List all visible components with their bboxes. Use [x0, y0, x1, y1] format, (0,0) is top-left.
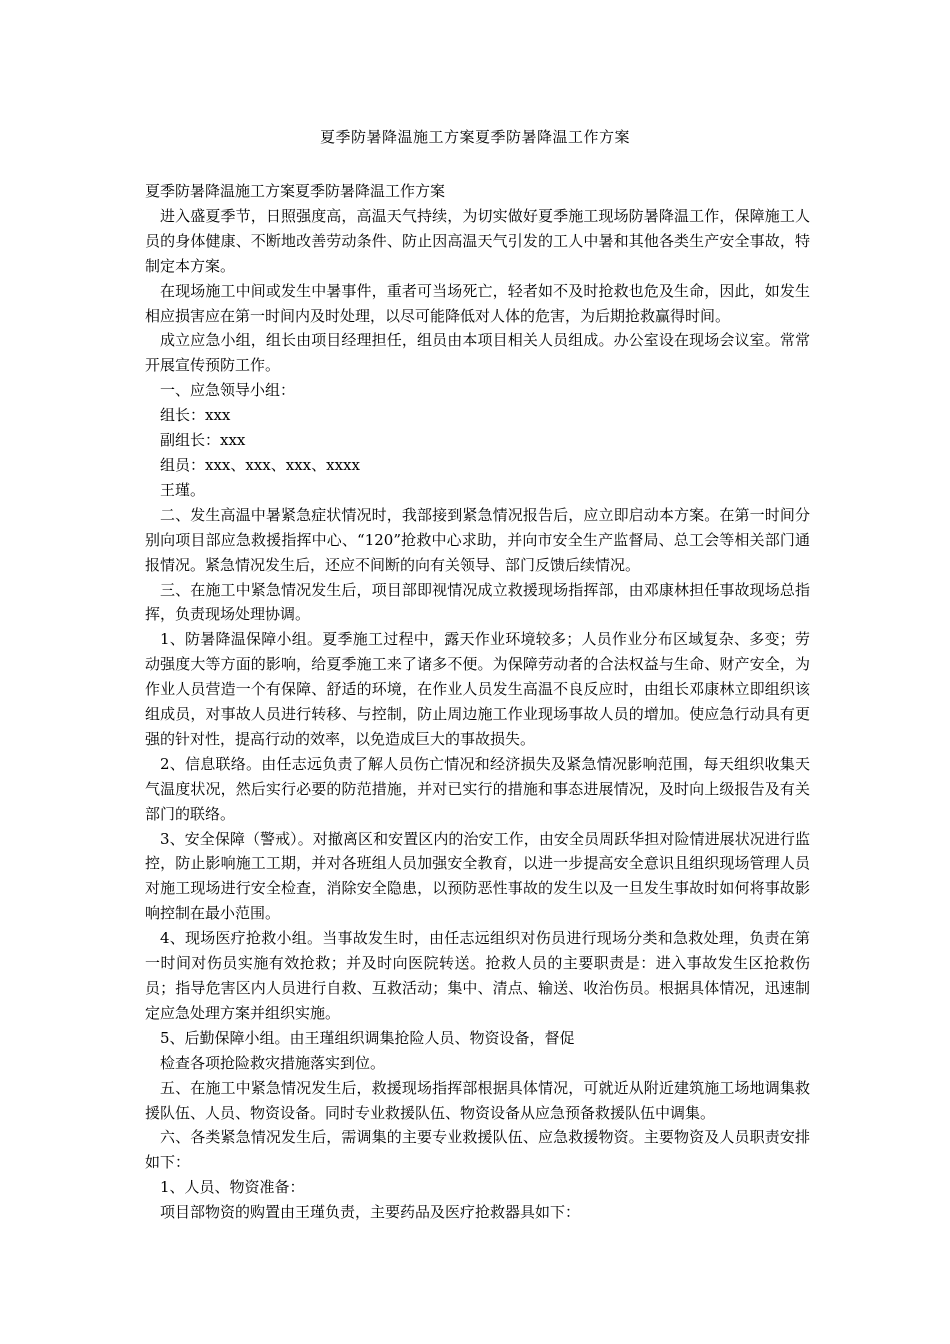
- paragraph: 4、现场医疗抢救小组。当事故发生时，由任志远组织对伤员进行现场分类和急救处理，负责在第一时间对伤员实施有效抢救；并及时向医院转送。抢救人员的主要职责是：进入事故发生区抢救伤员；指导危害区内人员进行自救、互救活动；集中、清点、输送、收治伤员。根据具体情况，迅速制定应急处理方案并组织实施。: [145, 929, 810, 1022]
- paragraph: 王瑾。: [160, 480, 206, 499]
- paragraph: 成立应急小组，组长由项目经理担任，组员由本项目相关人员组成。办公室设在现场会议室。常常开展宣传预防工作。: [145, 331, 810, 375]
- paragraph: 组长：xxx: [160, 406, 231, 425]
- paragraph: 2、信息联络。由任志远负责了解人员伤亡情况和经济损失及紧急情况影响范围，每天组织收集天气温度状况，然后实行必要的防范措施，并对已实行的措施和事态进展情况，及时向上级报告及有关部门的联络。: [145, 754, 810, 823]
- paragraph: 二、发生高温中暑紧急症状情况时，我部接到紧急情况报告后，应立即启动本方案。在第一时间分别向项目部应急救援指挥中心、“120”抢救中心求助，并向市安全生产监督局、总工会等相关部门通报情况。紧急情况发生后，还应不间断的向有关领导、部门反馈后续情况。: [145, 505, 810, 574]
- paragraph: 项目部物资的购置由王瑾负责，主要药品及医疗抢救器具如下：: [160, 1203, 581, 1222]
- paragraph: 组员：xxx、xxx、xxx、xxxx: [160, 455, 360, 474]
- paragraph: 5、后勤保障小组。由王瑾组织调集抢险人员、物资设备，督促: [160, 1028, 575, 1047]
- paragraph: 在现场施工中间或发生中暑事件，重者可当场死亡，轻者如不及时抢救也危及生命，因此，如发生相应损害应在第一时间内及时处理，以尽可能降低对人体的危害，为后期抢救赢得时间。: [145, 281, 810, 325]
- paragraph: 副组长：xxx: [160, 431, 246, 450]
- paragraph: 一、应急领导小组：: [160, 381, 296, 400]
- paragraph: 1、防暑降温保障小组。夏季施工过程中，露天作业环境较多；人员作业分布区域复杂、多变；劳动强度大等方面的影响，给夏季施工来了诸多不便。为保障劳动者的合法权益与生命、财产安全，为作业人员营造一个有保障、舒适的环境，在作业人员发生高温不良反应时，由组长邓康林立即组织该组成员，对事故人员进行转移、与控制，防止周边施工作业现场事故人员的增加。使应急行动具有更强的针对性，提高行动的效率，以免造成巨大的事故损失。: [145, 630, 810, 748]
- document-title: 夏季防暑降温施工方案夏季防暑降温工作方案: [319, 128, 630, 146]
- paragraph: 3、安全保障（警戒）。对撤离区和安置区内的治安工作，由安全员周跃华担对险情进展状况进行监控，防止影响施工工期，并对各班组人员加强安全教育，以进一步提高安全意识且组织现场管理人员对施工现场进行安全检查，消除安全隐患，以预防恶性事故的发生以及一旦发生事故时如何将事故影响控制在最小范围。: [145, 829, 810, 923]
- paragraph: 1、人员、物资准备：: [160, 1178, 305, 1197]
- paragraph: 三、在施工中紧急情况发生后，项目部即视情况成立救援现场指挥部，由邓康林担任事故现场总指挥，负责现场处理协调。: [145, 580, 810, 624]
- paragraph: 进入盛夏季节，日照强度高，高温天气持续，为切实做好夏季施工现场防暑降温工作，保障施工人员的身体健康、不断地改善劳动条件、防止因高温天气引发的工人中暑和其他各类生产安全事故，特制定本方案。: [145, 206, 810, 275]
- paragraph: 检查各项抢险救灾措施落实到位。: [160, 1053, 386, 1072]
- document-body: [145, 179, 810, 1225]
- paragraph: 六、各类紧急情况发生后，需调集的主要专业救援队伍、应急救援物资。主要物资及人员职责安排如下：: [145, 1128, 810, 1172]
- paragraph: 五、在施工中紧急情况发生后，救援现场指挥部根据具体情况，可就近从附近建筑施工场地调集救援队伍、人员、物资设备。同时专业救援队伍、物资设备从应急预备救援队伍中调集。: [145, 1078, 810, 1122]
- paragraph: 夏季防暑降温施工方案夏季防暑降温工作方案: [145, 182, 446, 200]
